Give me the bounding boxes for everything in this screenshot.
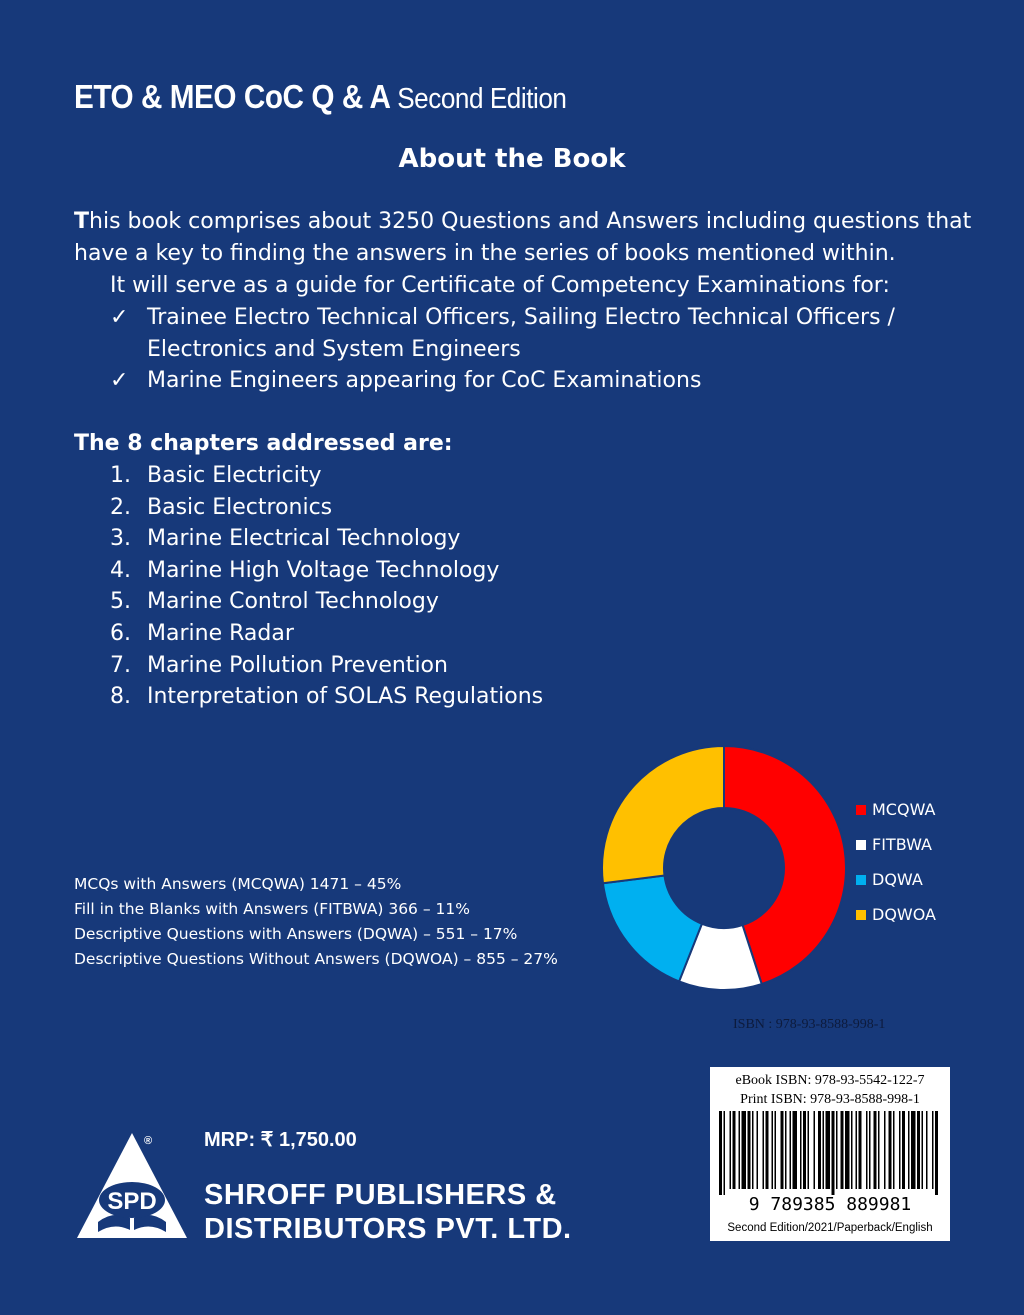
barcode-bar <box>874 1111 877 1189</box>
barcode-bar <box>859 1111 862 1189</box>
chapter-number: 5. <box>110 589 131 615</box>
barcode-bar <box>752 1111 754 1189</box>
barcode-bar <box>814 1111 816 1189</box>
barcode-bar <box>866 1111 868 1189</box>
legend-item <box>856 905 936 940</box>
barcode-bar <box>832 1111 835 1195</box>
barcode-bar <box>851 1111 853 1189</box>
legend-label: DQWOA <box>872 905 936 924</box>
chapter-number: 4. <box>110 557 131 583</box>
barcode-bar <box>826 1111 831 1189</box>
chapters-heading: The 8 chapters addressed are: <box>74 431 453 456</box>
book-title <box>74 78 567 116</box>
barcode-bar <box>908 1111 910 1189</box>
print-isbn: Print ISBN: 978-93-8588-998-1 <box>740 1092 920 1107</box>
barcode-bar <box>823 1111 825 1189</box>
barcode-bar <box>922 1111 924 1189</box>
chapter-label: Marine Pollution Prevention <box>147 652 448 678</box>
donut-chart <box>596 740 852 996</box>
ebook-isbn: eBook ISBN: 978-93-5542-122-7 <box>735 1073 925 1088</box>
barcode-bar <box>884 1111 886 1189</box>
legend-swatch <box>856 875 866 885</box>
barcode-bar <box>878 1111 880 1189</box>
legend-swatch <box>856 840 866 850</box>
stat-line: Descriptive Questions Without Answers (DQWOA) – 855 – 27% <box>74 950 558 968</box>
barcode-bar <box>800 1111 802 1189</box>
legend-label: FITBWA <box>872 835 932 854</box>
chapter-number: 6. <box>110 620 131 646</box>
barcode-bar <box>793 1111 798 1189</box>
price: MRP: ₹ 1,750.00 <box>204 1129 357 1151</box>
chapter-item <box>110 460 543 492</box>
stat-line: Descriptive Questions with Answers (DQWA) – 551 – 17% <box>74 925 518 943</box>
barcode-bar <box>733 1111 736 1189</box>
book-title-main: ETO & MEO CoC Q & A <box>74 78 390 115</box>
barcode-bar <box>742 1111 747 1189</box>
chapter-label: Interpretation of SOLAS Regulations <box>147 684 544 710</box>
chapter-label: Basic Electricity <box>147 463 322 488</box>
barcode-bar <box>763 1111 765 1189</box>
chapter-item <box>110 555 543 587</box>
barcode-bar <box>790 1111 792 1189</box>
barcode-bar <box>719 1111 722 1195</box>
barcode-bar <box>932 1111 934 1189</box>
chapter-number: 7. <box>110 652 131 678</box>
publisher-line-2: DISTRIBUTORS PVT. LTD. <box>204 1213 572 1245</box>
publisher-name <box>204 1178 572 1246</box>
chapter-number: 3. <box>110 526 131 552</box>
chapter-item <box>110 681 543 713</box>
chapter-item <box>110 523 543 555</box>
barcode-bar <box>926 1111 928 1189</box>
barcode-bar <box>836 1111 838 1189</box>
intro-line-1: his book comprises about 3250 Questions and Answers including questions that <box>89 209 972 234</box>
legend-label: MCQWA <box>872 800 936 819</box>
chapter-label: Marine Control Technology <box>147 589 439 615</box>
intro-lead-letter: T <box>74 209 90 234</box>
chapter-list <box>110 460 543 713</box>
spd-logo <box>74 1130 190 1242</box>
edition-info: Second Edition/2021/Paperback/English <box>727 1222 933 1234</box>
barcode-bar <box>935 1111 938 1195</box>
registered-mark: ® <box>144 1135 153 1147</box>
stat-line: MCQs with Answers (MCQWA) 1471 – 45% <box>74 875 402 893</box>
barcode <box>719 1111 941 1195</box>
chart-legend <box>856 800 936 940</box>
chapter-item <box>110 618 543 650</box>
stat-line: Fill in the Blanks with Answers (FITBWA) 366 – 11% <box>74 900 470 918</box>
barcode-bar <box>766 1111 769 1189</box>
barcode-bar <box>724 1111 726 1195</box>
legend-item <box>856 800 936 835</box>
barcode-bar <box>803 1111 806 1189</box>
chapter-item <box>110 586 543 618</box>
intro-paragraph <box>74 206 971 269</box>
legend-swatch <box>856 805 866 815</box>
barcode-bar <box>911 1111 916 1189</box>
barcode-panel <box>710 1067 950 1241</box>
publisher-line-1: SHROFF PUBLISHERS & <box>204 1179 557 1211</box>
intro-line-2: have a key to finding the answers in the series of books mentioned within. <box>74 240 896 266</box>
barcode-bar <box>775 1111 777 1189</box>
chapter-number: 2. <box>110 494 131 520</box>
donut-slice-dqwoa <box>602 746 724 883</box>
audience-item-line: Marine Engineers appearing for CoC Examinations <box>147 368 702 393</box>
barcode-bar <box>781 1111 784 1189</box>
isbn-line: ISBN : 978-93-8588-998-1 <box>733 1017 886 1032</box>
barcode-bar <box>748 1111 751 1189</box>
barcode-bar <box>856 1111 858 1189</box>
book-edition: Second Edition <box>397 83 567 115</box>
barcode-bar <box>902 1111 905 1189</box>
barcode-bar <box>739 1111 741 1189</box>
check-icon: ✓ <box>110 368 129 393</box>
about-heading: About the Book <box>398 144 626 174</box>
chapter-label: Marine High Voltage Technology <box>147 557 500 583</box>
question-stats <box>74 872 558 972</box>
guide-line: It will serve as a guide for Certificate of Competency Examinations for: <box>110 273 890 298</box>
barcode-bar <box>917 1111 920 1189</box>
chapter-item <box>110 492 543 524</box>
legend-item <box>856 835 936 870</box>
barcode-bar <box>772 1111 774 1189</box>
barcode-bar <box>730 1111 732 1189</box>
audience-item <box>110 302 895 365</box>
chapter-number: 1. <box>110 463 131 488</box>
chapter-label: Marine Electrical Technology <box>147 526 461 552</box>
barcode-bar <box>841 1111 844 1189</box>
legend-item <box>856 870 936 905</box>
audience-item-line: Trainee Electro Technical Officers, Sailing Electro Technical Officers / <box>147 305 895 330</box>
barcode-bar <box>808 1111 810 1189</box>
barcode-bar <box>889 1111 892 1189</box>
logo-text: SPD <box>107 1188 157 1215</box>
chapter-number: 8. <box>110 684 131 710</box>
chapter-item <box>110 650 543 682</box>
barcode-bar <box>869 1111 871 1189</box>
check-icon: ✓ <box>110 305 129 330</box>
barcode-bar <box>893 1111 895 1189</box>
barcode-bar <box>785 1111 787 1189</box>
legend-swatch <box>856 910 866 920</box>
audience-item <box>110 365 701 397</box>
legend-label: DQWA <box>872 870 923 889</box>
barcode-bar <box>845 1111 850 1189</box>
chapter-label: Marine Radar <box>147 620 294 646</box>
barcode-bar <box>757 1111 759 1189</box>
audience-item-line: Electronics and System Engineers <box>147 336 521 362</box>
barcode-bar <box>899 1111 901 1189</box>
barcode-bar <box>818 1111 821 1189</box>
barcode-digits: 9 789385 889981 <box>748 1194 912 1215</box>
chapter-label: Basic Electronics <box>147 494 333 520</box>
